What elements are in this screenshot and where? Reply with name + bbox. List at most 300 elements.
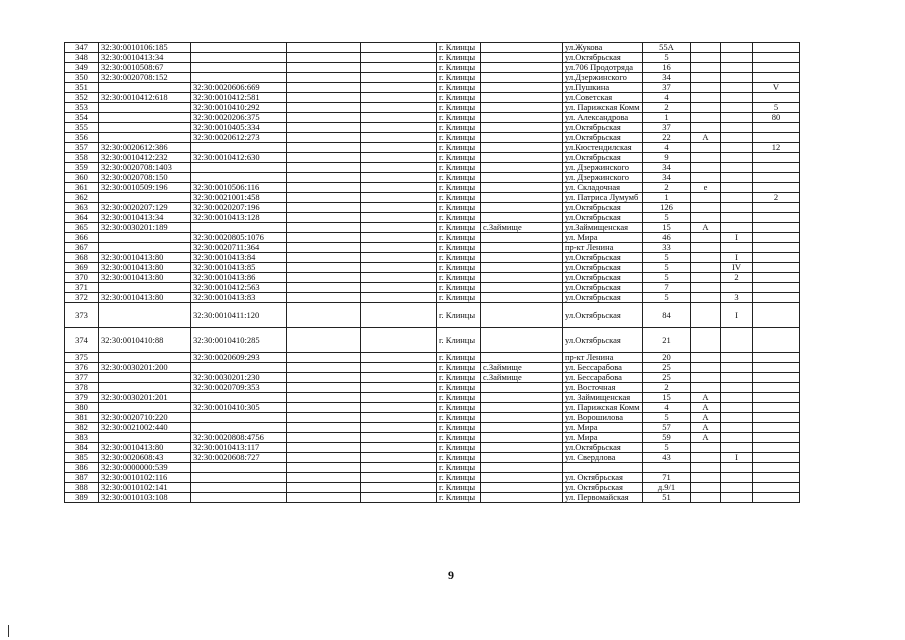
letter-cell xyxy=(691,293,721,303)
city-cell: г. Клинцы xyxy=(437,183,481,193)
village-cell xyxy=(481,193,563,203)
row-number-cell: 362 xyxy=(65,193,99,203)
column-5-cell xyxy=(361,43,437,53)
table-row xyxy=(65,213,800,223)
table-row xyxy=(65,328,800,353)
column-4-cell xyxy=(287,433,361,443)
village-cell xyxy=(481,403,563,413)
cadastral-number-cell: 32:30:0010412:232 xyxy=(99,153,191,163)
letter-cell xyxy=(691,353,721,363)
letter-cell xyxy=(691,213,721,223)
street-cell: ул.Октябрьская xyxy=(563,273,643,283)
letter-cell xyxy=(691,193,721,203)
city-cell: г. Клинцы xyxy=(437,293,481,303)
apartment-cell xyxy=(753,223,800,233)
table-row xyxy=(65,83,800,93)
village-cell xyxy=(481,103,563,113)
cadastral-number-2-cell: 32:30:0021001:458 xyxy=(191,193,287,203)
apartment-cell xyxy=(753,453,800,463)
house-number-cell: 71 xyxy=(643,473,691,483)
building-cell: I xyxy=(721,233,753,243)
column-5-cell xyxy=(361,213,437,223)
house-number-cell: 84 xyxy=(643,303,691,328)
street-cell: ул.Октябрьская xyxy=(563,263,643,273)
city-cell: г. Клинцы xyxy=(437,328,481,353)
column-5-cell xyxy=(361,353,437,363)
street-cell: ул.Октябрьская xyxy=(563,253,643,263)
cadastral-number-2-cell xyxy=(191,173,287,183)
letter-cell: А xyxy=(691,413,721,423)
row-number-cell: 364 xyxy=(65,213,99,223)
cadastral-number-cell: 32:30:0010106:185 xyxy=(99,43,191,53)
letter-cell xyxy=(691,463,721,473)
city-cell: г. Клинцы xyxy=(437,213,481,223)
village-cell xyxy=(481,473,563,483)
cadastral-number-cell: 32:30:0010103:108 xyxy=(99,493,191,503)
city-cell: г. Клинцы xyxy=(437,453,481,463)
cadastral-number-cell xyxy=(99,83,191,93)
village-cell xyxy=(481,43,563,53)
cadastral-number-cell: 32:30:0010413:80 xyxy=(99,273,191,283)
village-cell xyxy=(481,93,563,103)
letter-cell xyxy=(691,303,721,328)
cadastral-number-cell: 32:30:0010102:116 xyxy=(99,473,191,483)
building-cell xyxy=(721,73,753,83)
cadastral-number-cell: 32:30:0010509:196 xyxy=(99,183,191,193)
column-4-cell xyxy=(287,203,361,213)
column-4-cell xyxy=(287,143,361,153)
building-cell: I xyxy=(721,453,753,463)
city-cell: г. Клинцы xyxy=(437,493,481,503)
row-number-cell: 380 xyxy=(65,403,99,413)
table-row xyxy=(65,433,800,443)
cadastral-number-cell xyxy=(99,113,191,123)
village-cell xyxy=(481,393,563,403)
house-number-cell: 5 xyxy=(643,263,691,273)
apartment-cell: 5 xyxy=(753,103,800,113)
village-cell xyxy=(481,383,563,393)
street-cell: ул.Октябрьская xyxy=(563,153,643,163)
street-cell: ул.Кюстендилская xyxy=(563,143,643,153)
letter-cell xyxy=(691,93,721,103)
table-row xyxy=(65,353,800,363)
column-4-cell xyxy=(287,223,361,233)
row-number-cell: 384 xyxy=(65,443,99,453)
building-cell: 3 xyxy=(721,293,753,303)
column-4-cell xyxy=(287,263,361,273)
cadastral-number-cell xyxy=(99,353,191,363)
letter-cell xyxy=(691,383,721,393)
street-cell: ул.Октябрьская xyxy=(563,293,643,303)
letter-cell xyxy=(691,203,721,213)
cadastral-number-cell: 32:30:0020708:152 xyxy=(99,73,191,83)
building-cell xyxy=(721,473,753,483)
house-number-cell: 1 xyxy=(643,193,691,203)
cadastral-number-2-cell: 32:30:0010410:292 xyxy=(191,103,287,113)
apartment-cell: 2 xyxy=(753,193,800,203)
cadastral-number-cell: 32:30:0020207:129 xyxy=(99,203,191,213)
cadastral-number-cell: 32:30:0030201:200 xyxy=(99,363,191,373)
table-row xyxy=(65,183,800,193)
column-5-cell xyxy=(361,83,437,93)
building-cell xyxy=(721,223,753,233)
city-cell: г. Клинцы xyxy=(437,193,481,203)
village-cell: с.Займище xyxy=(481,363,563,373)
street-cell: ул. Мира xyxy=(563,423,643,433)
apartment-cell xyxy=(753,433,800,443)
building-cell xyxy=(721,43,753,53)
column-4-cell xyxy=(287,483,361,493)
cadastral-number-2-cell: 32:30:0020808:4756 xyxy=(191,433,287,443)
column-5-cell xyxy=(361,293,437,303)
apartment-cell xyxy=(753,263,800,273)
house-number-cell: 25 xyxy=(643,373,691,383)
column-4-cell xyxy=(287,153,361,163)
apartment-cell xyxy=(753,73,800,83)
table-row xyxy=(65,363,800,373)
table-row xyxy=(65,383,800,393)
cadastral-number-2-cell xyxy=(191,493,287,503)
cadastral-number-cell: 32:30:0020608:43 xyxy=(99,453,191,463)
apartment-cell xyxy=(753,123,800,133)
row-number-cell: 382 xyxy=(65,423,99,433)
house-number-cell: 5 xyxy=(643,253,691,263)
house-number-cell: 4 xyxy=(643,93,691,103)
building-cell: IV xyxy=(721,263,753,273)
row-number-cell: 371 xyxy=(65,283,99,293)
cadastral-number-2-cell: 32:30:0020805:1076 xyxy=(191,233,287,243)
column-5-cell xyxy=(361,203,437,213)
cadastral-number-cell xyxy=(99,233,191,243)
table-row xyxy=(65,493,800,503)
city-cell: г. Клинцы xyxy=(437,173,481,183)
cadastral-number-cell: 32:30:0020612:386 xyxy=(99,143,191,153)
village-cell xyxy=(481,123,563,133)
column-4-cell xyxy=(287,393,361,403)
house-number-cell: 5 xyxy=(643,53,691,63)
cadastral-number-2-cell: 32:30:0010413:128 xyxy=(191,213,287,223)
village-cell xyxy=(481,303,563,328)
letter-cell: А xyxy=(691,423,721,433)
cadastral-number-cell: 32:30:0010102:141 xyxy=(99,483,191,493)
village-cell xyxy=(481,423,563,433)
letter-cell: А xyxy=(691,223,721,233)
column-4-cell xyxy=(287,83,361,93)
village-cell: с.Займище xyxy=(481,223,563,233)
street-cell: ул.Пушкина xyxy=(563,83,643,93)
house-number-cell: 16 xyxy=(643,63,691,73)
street-cell: ул.Октябрьская xyxy=(563,53,643,63)
cadastral-number-cell: 32:30:0010413:80 xyxy=(99,253,191,263)
column-5-cell xyxy=(361,253,437,263)
cadastral-number-2-cell: 32:30:0020711:364 xyxy=(191,243,287,253)
apartment-cell xyxy=(753,283,800,293)
house-number-cell: 15 xyxy=(643,393,691,403)
cadastral-number-cell: 32:30:0010413:80 xyxy=(99,263,191,273)
column-5-cell xyxy=(361,183,437,193)
cadastral-number-cell xyxy=(99,243,191,253)
building-cell xyxy=(721,353,753,363)
building-cell xyxy=(721,383,753,393)
house-number-cell: 20 xyxy=(643,353,691,363)
row-number-cell: 363 xyxy=(65,203,99,213)
apartment-cell xyxy=(753,423,800,433)
city-cell: г. Клинцы xyxy=(437,223,481,233)
street-cell: ул.Октябрьская xyxy=(563,203,643,213)
column-4-cell xyxy=(287,63,361,73)
cadastral-number-2-cell: 32:30:0020608:727 xyxy=(191,453,287,463)
cadastral-number-cell: 32:30:0010412:618 xyxy=(99,93,191,103)
cadastral-number-cell: 32:30:0010413:80 xyxy=(99,293,191,303)
cadastral-number-cell: 32:30:0010410:88 xyxy=(99,328,191,353)
city-cell: г. Клинцы xyxy=(437,93,481,103)
column-4-cell xyxy=(287,463,361,473)
house-number-cell: 5 xyxy=(643,443,691,453)
building-cell xyxy=(721,203,753,213)
cadastral-number-2-cell xyxy=(191,163,287,173)
column-5-cell xyxy=(361,303,437,328)
street-cell: ул. Свердлова xyxy=(563,453,643,463)
letter-cell xyxy=(691,263,721,273)
column-5-cell xyxy=(361,173,437,183)
cadastral-number-cell: 32:30:0020708:1403 xyxy=(99,163,191,173)
village-cell xyxy=(481,353,563,363)
page-number: 9 xyxy=(448,568,454,582)
table-row xyxy=(65,53,800,63)
cadastral-number-cell xyxy=(99,303,191,328)
village-cell: с.Займище xyxy=(481,373,563,383)
column-5-cell xyxy=(361,413,437,423)
apartment-cell xyxy=(753,473,800,483)
street-cell: пр-кт Ленина xyxy=(563,353,643,363)
building-cell xyxy=(721,123,753,133)
village-cell xyxy=(481,73,563,83)
village-cell xyxy=(481,173,563,183)
city-cell: г. Клинцы xyxy=(437,203,481,213)
apartment-cell xyxy=(753,93,800,103)
building-cell xyxy=(721,423,753,433)
apartment-cell: V xyxy=(753,83,800,93)
building-cell xyxy=(721,493,753,503)
apartment-cell xyxy=(753,43,800,53)
table-row xyxy=(65,463,800,473)
row-number-cell: 361 xyxy=(65,183,99,193)
building-cell xyxy=(721,283,753,293)
column-4-cell xyxy=(287,43,361,53)
building-cell xyxy=(721,133,753,143)
apartment-cell xyxy=(753,63,800,73)
cadastral-number-2-cell: 32:30:0020206:375 xyxy=(191,113,287,123)
letter-cell xyxy=(691,473,721,483)
street-cell: ул. Мира xyxy=(563,433,643,443)
street-cell: ул.Октябрьская xyxy=(563,443,643,453)
apartment-cell xyxy=(753,253,800,263)
table-row xyxy=(65,273,800,283)
cadastral-number-2-cell: 32:30:0010412:563 xyxy=(191,283,287,293)
table-row xyxy=(65,283,800,293)
letter-cell xyxy=(691,143,721,153)
table-row xyxy=(65,133,800,143)
column-5-cell xyxy=(361,133,437,143)
column-4-cell xyxy=(287,243,361,253)
building-cell xyxy=(721,328,753,353)
apartment-cell xyxy=(753,203,800,213)
column-4-cell xyxy=(287,273,361,283)
column-4-cell xyxy=(287,213,361,223)
letter-cell xyxy=(691,283,721,293)
building-cell xyxy=(721,363,753,373)
letter-cell xyxy=(691,123,721,133)
village-cell xyxy=(481,213,563,223)
street-cell: ул. Мира xyxy=(563,233,643,243)
table-row xyxy=(65,483,800,493)
column-5-cell xyxy=(361,143,437,153)
city-cell: г. Клинцы xyxy=(437,143,481,153)
apartment-cell xyxy=(753,383,800,393)
building-cell xyxy=(721,483,753,493)
row-number-cell: 359 xyxy=(65,163,99,173)
cadastral-number-cell: 32:30:0010413:80 xyxy=(99,443,191,453)
cadastral-number-cell xyxy=(99,283,191,293)
city-cell: г. Клинцы xyxy=(437,373,481,383)
row-number-cell: 388 xyxy=(65,483,99,493)
table-row xyxy=(65,223,800,233)
street-cell: пр-кт Ленина xyxy=(563,243,643,253)
letter-cell: А xyxy=(691,403,721,413)
building-cell xyxy=(721,183,753,193)
apartment-cell xyxy=(753,403,800,413)
city-cell: г. Клинцы xyxy=(437,303,481,328)
village-cell xyxy=(481,183,563,193)
column-4-cell xyxy=(287,233,361,243)
city-cell: г. Клинцы xyxy=(437,363,481,373)
column-4-cell xyxy=(287,53,361,63)
city-cell: г. Клинцы xyxy=(437,283,481,293)
house-number-cell: 126 xyxy=(643,203,691,213)
cadastral-number-2-cell: 32:30:0010506:116 xyxy=(191,183,287,193)
street-cell: ул.Октябрьская xyxy=(563,123,643,133)
apartment-cell xyxy=(753,173,800,183)
cadastral-number-2-cell: 32:30:0010411:120 xyxy=(191,303,287,328)
column-4-cell xyxy=(287,163,361,173)
apartment-cell xyxy=(753,273,800,283)
column-5-cell xyxy=(361,73,437,83)
letter-cell: А xyxy=(691,433,721,443)
table-row xyxy=(65,203,800,213)
city-cell: г. Клинцы xyxy=(437,393,481,403)
letter-cell xyxy=(691,243,721,253)
table-row xyxy=(65,143,800,153)
city-cell: г. Клинцы xyxy=(437,473,481,483)
village-cell xyxy=(481,153,563,163)
street-cell: ул. Бессарабова xyxy=(563,363,643,373)
cadastral-number-cell: 32:30:0020710:220 xyxy=(99,413,191,423)
village-cell xyxy=(481,283,563,293)
village-cell xyxy=(481,203,563,213)
column-5-cell xyxy=(361,423,437,433)
house-number-cell: 57 xyxy=(643,423,691,433)
row-number-cell: 372 xyxy=(65,293,99,303)
letter-cell xyxy=(691,103,721,113)
cadastral-number-2-cell xyxy=(191,143,287,153)
house-number-cell: 37 xyxy=(643,83,691,93)
margin-mark xyxy=(8,625,9,637)
house-number-cell: 34 xyxy=(643,73,691,83)
letter-cell: А xyxy=(691,133,721,143)
cadastral-number-2-cell xyxy=(191,483,287,493)
row-number-cell: 377 xyxy=(65,373,99,383)
village-cell xyxy=(481,233,563,243)
street-cell: ул. Парижская Комм xyxy=(563,403,643,413)
letter-cell xyxy=(691,163,721,173)
building-cell xyxy=(721,463,753,473)
column-5-cell xyxy=(361,53,437,63)
table-body xyxy=(65,43,800,503)
cadastral-number-cell xyxy=(99,373,191,383)
house-number-cell: 4 xyxy=(643,403,691,413)
row-number-cell: 368 xyxy=(65,253,99,263)
row-number-cell: 353 xyxy=(65,103,99,113)
building-cell xyxy=(721,93,753,103)
cadastral-number-cell: 32:30:0010413:34 xyxy=(99,53,191,63)
column-5-cell xyxy=(361,163,437,173)
street-cell: ул.Жукова xyxy=(563,43,643,53)
building-cell xyxy=(721,53,753,63)
building-cell xyxy=(721,443,753,453)
table-row xyxy=(65,303,800,328)
letter-cell xyxy=(691,273,721,283)
city-cell: г. Клинцы xyxy=(437,243,481,253)
cadastral-number-2-cell xyxy=(191,363,287,373)
letter-cell xyxy=(691,173,721,183)
apartment-cell xyxy=(753,353,800,363)
city-cell: г. Клинцы xyxy=(437,353,481,363)
street-cell: ул.Советская xyxy=(563,93,643,103)
cadastral-number-cell xyxy=(99,123,191,133)
row-number-cell: 378 xyxy=(65,383,99,393)
table-row xyxy=(65,93,800,103)
building-cell xyxy=(721,83,753,93)
house-number-cell: 33 xyxy=(643,243,691,253)
letter-cell: е xyxy=(691,183,721,193)
table-row xyxy=(65,293,800,303)
building-cell xyxy=(721,243,753,253)
table-row xyxy=(65,253,800,263)
letter-cell xyxy=(691,113,721,123)
house-number-cell: 5 xyxy=(643,273,691,283)
cadastral-number-cell: 32:30:0020708:150 xyxy=(99,173,191,183)
row-number-cell: 385 xyxy=(65,453,99,463)
city-cell: г. Клинцы xyxy=(437,73,481,83)
street-cell: ул.Октябрьская xyxy=(563,213,643,223)
building-cell xyxy=(721,413,753,423)
house-number-cell: 2 xyxy=(643,103,691,113)
street-cell: ул.Октябрьская xyxy=(563,133,643,143)
building-cell xyxy=(721,173,753,183)
cadastral-number-cell: 32:30:0030201:189 xyxy=(99,223,191,233)
apartment-cell xyxy=(753,328,800,353)
letter-cell xyxy=(691,328,721,353)
street-cell: ул. Восточная xyxy=(563,383,643,393)
column-5-cell xyxy=(361,363,437,373)
house-number-cell xyxy=(643,463,691,473)
cadastral-number-2-cell: 32:30:0010413:86 xyxy=(191,273,287,283)
apartment-cell xyxy=(753,163,800,173)
apartment-cell: 12 xyxy=(753,143,800,153)
building-cell xyxy=(721,403,753,413)
street-cell: ул.Октябрьская xyxy=(563,303,643,328)
city-cell: г. Клинцы xyxy=(437,383,481,393)
